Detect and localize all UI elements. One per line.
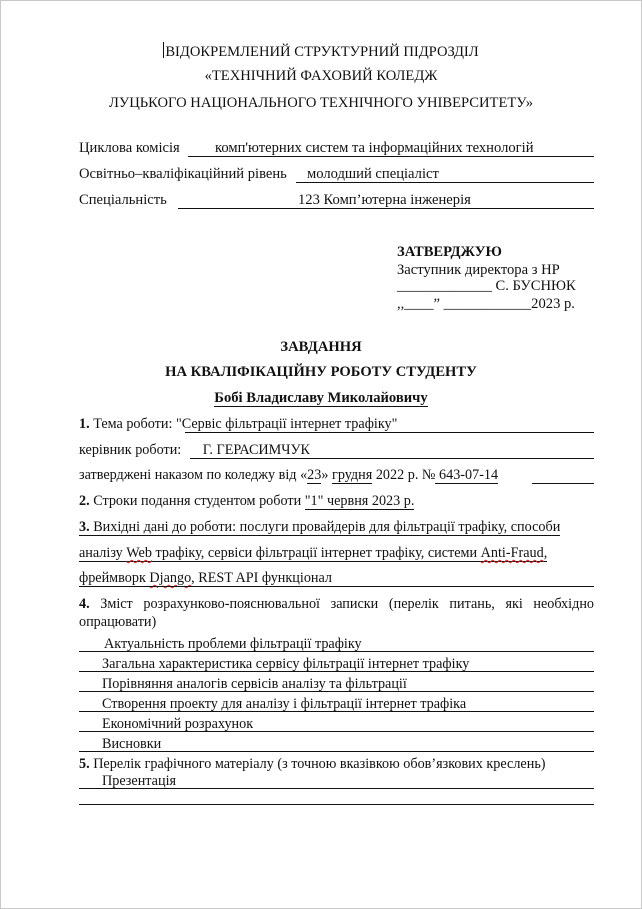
section-4-row-1 [79, 596, 594, 613]
section-3-line-3b: , REST API функціонал [191, 570, 333, 586]
section-2-row [79, 493, 414, 510]
section-3-django: Django [149, 570, 192, 586]
section-3-row-3 [79, 570, 332, 587]
header-text-1: ВІДОКРЕМЛЕНИЙ СТРУКТУРНИЙ ПІДРОЗДІЛ [165, 44, 479, 60]
section-5-label: Перелік графічного матеріалу (з точною вказівкою обов’язкових креслень) [89, 756, 546, 772]
level-value: молодший спеціаліст [307, 166, 439, 182]
header-line-1 [0, 42, 642, 61]
section-3-row-1 [79, 519, 560, 536]
approval-line-2: _____________ С. БУСНЮК [397, 278, 576, 294]
approval-line-3: ,,____” ____________2023 р. [397, 296, 575, 312]
approved-month: грудня [332, 467, 373, 483]
supervisor-underline [190, 458, 594, 459]
s4-item-2: Загальна характеристика сервісу фільтрації інтернет трафіку [102, 656, 470, 672]
section-3-row-2 [79, 545, 547, 562]
section-3-line-2c: , [543, 545, 548, 561]
s4-item-6: Висновки [102, 736, 162, 752]
approved-mid: » [321, 467, 332, 483]
s4-item-1-line [79, 651, 594, 652]
section-1-row [79, 416, 397, 433]
commission-value: комп'ютерних систем та інформаційних технологій [215, 140, 534, 156]
approved-prefix: затверджені наказом по коледжу від « [79, 467, 308, 483]
section-3-underline [79, 586, 594, 587]
section-5-number: 5. [79, 756, 90, 772]
s5-item-2-line [79, 804, 594, 805]
section-1-value: "Сервіс фільтрації інтернет трафіку" [175, 416, 398, 432]
section-5-row [79, 756, 546, 773]
section-4-number: 4. [79, 596, 90, 612]
supervisor-row [79, 442, 310, 459]
section-4-row-2: опрацювати) [79, 614, 157, 630]
section-3-number: 3. [79, 519, 90, 535]
s5-item-1: Презентація [102, 773, 177, 789]
doc-title: ЗАВДАННЯ [280, 339, 362, 355]
section-1-label: Тема роботи: [93, 416, 176, 432]
doc-subtitle: НА КВАЛІФІКАЦІЙНУ РОБОТУ СТУДЕНТУ [165, 364, 477, 380]
section-1-underline [185, 432, 594, 433]
approved-day: 23 [307, 467, 322, 483]
section-3-antifraud: Anti-Fraud [480, 545, 544, 561]
s4-item-4: Створення проекту для аналізу і фільтрації інтернет трафіка [102, 696, 467, 712]
approved-row [79, 467, 498, 484]
level-label: Освітньо–кваліфікаційний рівень [79, 166, 287, 182]
section-3-line-2a: аналізу [79, 545, 127, 561]
approval-title: ЗАТВЕРДЖУЮ [397, 244, 502, 260]
section-2-number: 2. [79, 493, 90, 509]
s4-item-3-line [79, 691, 594, 692]
student-name: Бобі Владиславу Миколайовичу [214, 390, 428, 406]
section-2-label: Строки подання студентом роботи [93, 493, 305, 509]
s4-item-1: Актуальність проблеми фільтрації трафіку [104, 636, 362, 652]
approved-year: 2022 р. № [372, 467, 436, 483]
student-name-row [0, 390, 642, 407]
approved-number: 643-07-14 [435, 467, 499, 483]
commission-label: Циклова комісія [79, 140, 180, 156]
header-line-2: «ТЕХНІЧНИЙ ФАХОВИЙ КОЛЕДЖ [204, 68, 438, 84]
s4-item-3: Порівняння аналогів сервісів аналізу та фільтрації [102, 676, 407, 692]
section-4-label: Зміст розрахунково-пояснювальної записки (перелік питань, які необхідно [89, 596, 594, 612]
specialty-label: Спеціальність [79, 192, 167, 208]
approved-underline [532, 483, 594, 484]
section-3-line-2b: трафіку, сервіси фільтрації інтернет трафіку, системи [151, 545, 481, 561]
s4-item-2-line [79, 671, 594, 672]
section-1-number: 1. [79, 416, 90, 432]
s4-item-4-line [79, 711, 594, 712]
section-3-label: Вихідні дані до роботи: [89, 519, 240, 535]
header-line-3: ЛУЦЬКОГО НАЦІОНАЛЬНОГО ТЕХНІЧНОГО УНІВЕРСИТЕТУ» [108, 95, 534, 111]
section-3-line-1: послуги провайдерів для фільтрації трафіку, способи [239, 519, 561, 535]
supervisor-label: керівник роботи: [79, 442, 185, 458]
s4-item-5: Економічний розрахунок [102, 716, 254, 732]
s4-item-6-line [79, 751, 594, 752]
supervisor-value: Г. ГЕРАСИМЧУК [202, 442, 311, 458]
s4-item-5-line [79, 731, 594, 732]
section-3-web: Web [126, 545, 152, 561]
approval-line-1: Заступник директора з НР [397, 262, 560, 278]
section-2-value: "1" червня 2023 р. [304, 493, 415, 509]
section-3-line-3a: фреймворк [79, 570, 150, 586]
s5-item-1-line [79, 788, 594, 789]
specialty-value: 123 Комп’ютерна інженерія [298, 192, 471, 208]
